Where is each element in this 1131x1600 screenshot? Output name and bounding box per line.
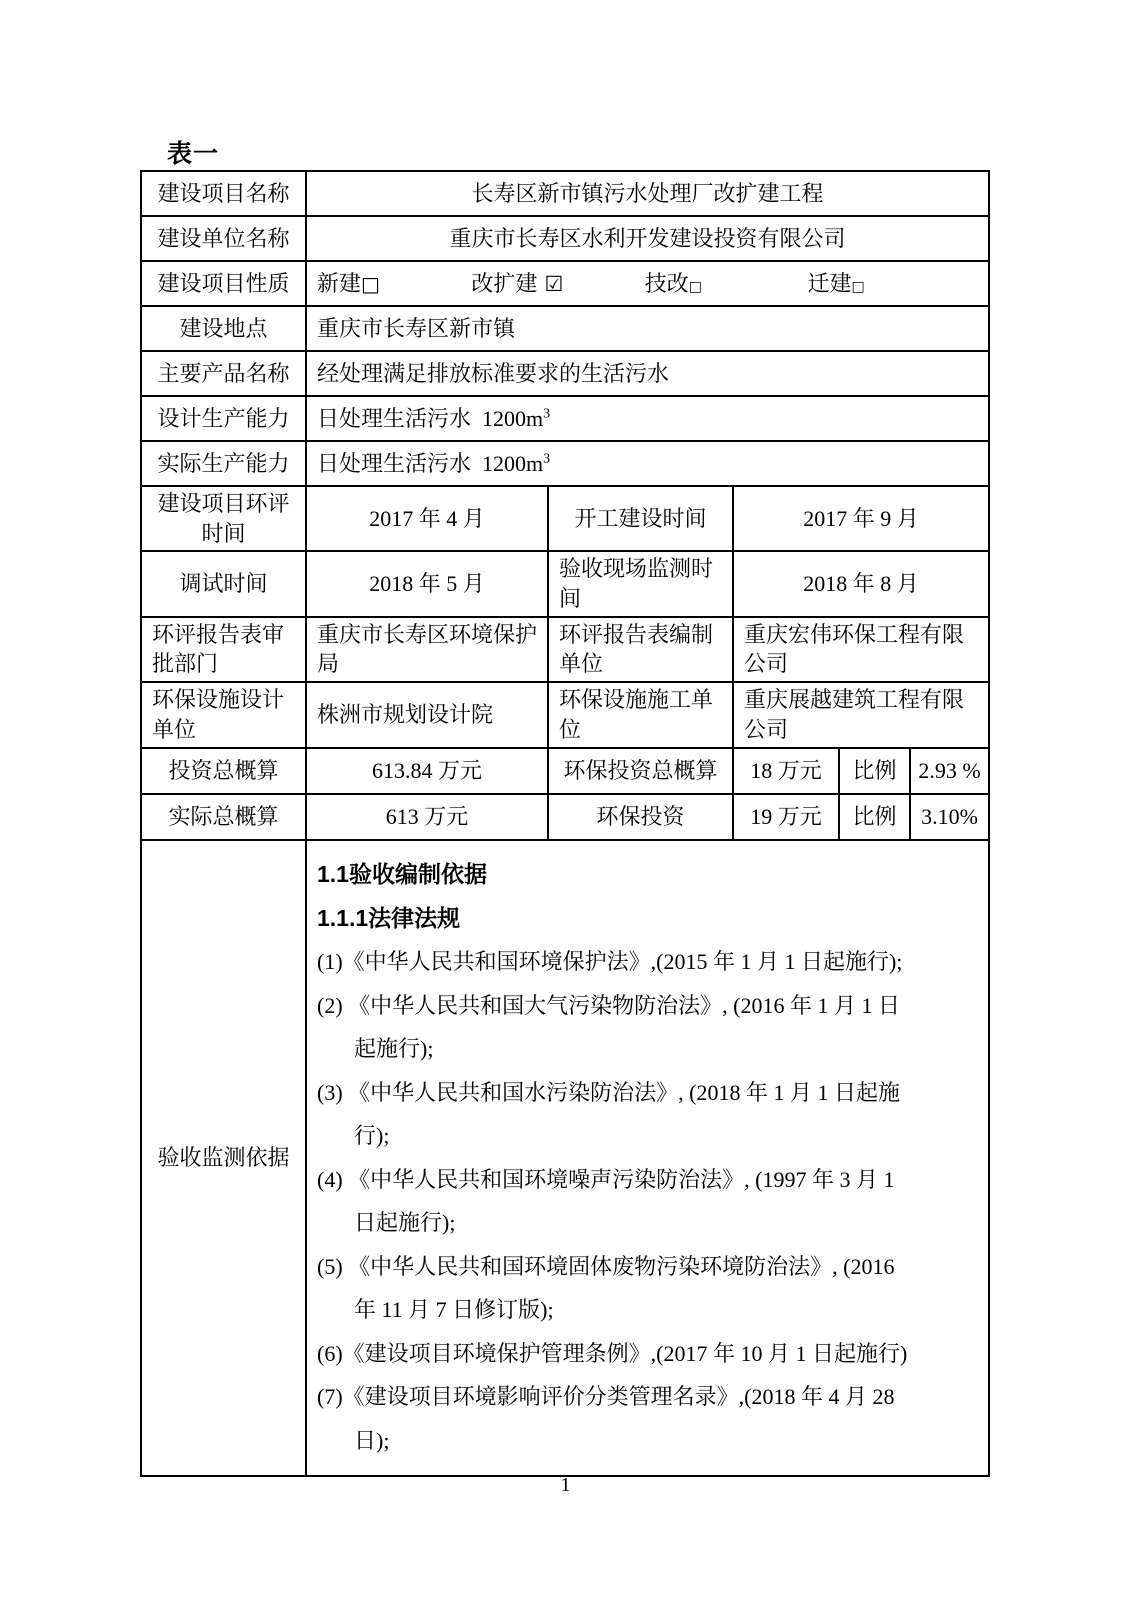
row-project-nature [141, 261, 989, 306]
project-nature-options [306, 261, 989, 306]
option-technical-label: 技改 [644, 270, 689, 296]
value-total-budget: 613.84 万元 [306, 748, 548, 794]
basis-heading-2: 1.1.1法律法规 [317, 904, 461, 931]
value-location: 重庆市长寿区新市镇 [306, 306, 989, 351]
label-location: 建设地点 [141, 306, 306, 351]
label-actual-capacity: 实际生产能力 [141, 441, 306, 486]
checkbox-option-technical [645, 271, 702, 296]
value-site-monitoring-time: 2018 年 8 月 [733, 551, 989, 616]
acceptance-basis-content [306, 840, 989, 1476]
value-eia-approval-dept: 重庆市长寿区环境保护局 [306, 617, 548, 682]
checkbox-checked-icon: ☑ [544, 271, 564, 296]
legal-item [317, 1332, 978, 1376]
value-env-design-unit: 株洲市规划设计院 [306, 682, 548, 747]
page-number: 1 [560, 1474, 571, 1496]
row-env-design [141, 682, 989, 747]
row-location [141, 306, 989, 351]
option-relocation-label: 迁建 [807, 270, 852, 296]
value-actual-capacity: 日处理生活污水 $1200m^3$ [306, 441, 989, 486]
legal-item [317, 984, 978, 1071]
value-eia-compiler: 重庆宏伟环保工程有限公司 [733, 617, 989, 682]
value-env-budget: 18 万元 [733, 748, 839, 794]
value-env-construction-unit: 重庆展越建筑工程有限公司 [733, 682, 989, 747]
checkbox-unchecked-icon: □ [688, 278, 703, 295]
label-acceptance-basis: 验收监测依据 [141, 840, 306, 1476]
label-env-investment: 环保投资 [548, 794, 733, 840]
checkbox-unchecked-icon: □ [361, 271, 380, 296]
label-builder-name: 建设单位名称 [141, 216, 306, 261]
legal-item-line: (6)《建设项目环境保护管理条例》,(2017 年 10 月 1 日起施行) [317, 1340, 908, 1366]
checkbox-option-new [317, 271, 380, 296]
value-ratio: 3.10% [910, 794, 989, 840]
legal-item-line: 行); [354, 1123, 390, 1148]
row-total-budget [141, 748, 989, 794]
option-expansion-label: 改扩建 [471, 270, 538, 296]
row-debug-time [141, 551, 989, 616]
legal-item [317, 1375, 978, 1462]
label-main-product: 主要产品名称 [141, 351, 306, 396]
label-actual-budget: 实际总概算 [141, 794, 306, 840]
label-design-capacity: 设计生产能力 [141, 396, 306, 441]
label-debug-time: 调试时间 [141, 551, 306, 616]
label-site-monitoring-time: 验收现场监测时间 [548, 551, 733, 616]
value-main-product: 经处理满足排放标准要求的生活污水 [306, 351, 989, 396]
legal-item-line: 日起施行); [354, 1210, 456, 1235]
checkbox-option-relocation [808, 271, 865, 296]
row-actual-budget [141, 794, 989, 840]
row-main-product [141, 351, 989, 396]
label-total-budget: 投资总概算 [141, 748, 306, 794]
legal-items [317, 940, 978, 1462]
label-env-construction-unit: 环保设施施工单位 [548, 682, 733, 747]
cubic-meter-superscript: 3 [543, 451, 551, 467]
value-env-investment: 19 万元 [733, 794, 839, 840]
label-env-budget: 环保投资总概算 [548, 748, 733, 794]
legal-item [317, 1071, 978, 1158]
label-project-name: 建设项目名称 [141, 171, 306, 216]
row-actual-capacity [141, 441, 989, 486]
label-ratio: 比例 [839, 748, 910, 794]
row-builder-name [141, 216, 989, 261]
option-new-label: 新建 [317, 270, 362, 296]
legal-item [317, 1245, 978, 1332]
label-eia-approval-dept: 环评报告表审批部门 [141, 617, 306, 682]
project-info-table [140, 170, 990, 1477]
legal-item-line: (5) 《中华人民共和国环境固体废物污染环境防治法》, (2016 [317, 1253, 895, 1279]
label-ratio: 比例 [839, 794, 910, 840]
legal-item-line: 日); [354, 1427, 390, 1453]
legal-item-line: 年 11 月 7 日修订版); [354, 1297, 554, 1322]
value-actual-budget: 613 万元 [306, 794, 548, 840]
value-builder-name: 重庆市长寿区水利开发建设投资有限公司 [306, 216, 989, 261]
row-acceptance-basis [141, 840, 989, 1476]
row-eia-approval [141, 617, 989, 682]
label-env-design-unit: 环保设施设计单位 [141, 682, 306, 747]
row-design-capacity [141, 396, 989, 441]
legal-item-line: 起施行); [354, 1036, 434, 1061]
basis-heading-1: 1.1验收编制依据 [317, 861, 487, 887]
value-construction-start: 2017 年 9 月 [733, 486, 989, 551]
legal-item-line: (7)《建设项目环境影响评价分类管理名录》,(2018 年 4 月 28 [317, 1384, 895, 1409]
label-eia-compiler: 环评报告表编制单位 [548, 617, 733, 682]
legal-item [317, 1158, 978, 1245]
table-caption: 表一 [167, 140, 220, 168]
value-design-capacity: 日处理生活污水 $1200m^3$ [306, 396, 989, 441]
label-project-nature: 建设项目性质 [141, 261, 306, 306]
label-eia-time: 建设项目环评时间 [141, 486, 306, 551]
legal-item-line: (3) 《中华人民共和国水污染防治法》, (2018 年 1 月 1 日起施 [317, 1079, 900, 1105]
value-project-name: 长寿区新市镇污水处理厂改扩建工程 [306, 171, 989, 216]
checkbox-option-expansion [471, 271, 563, 296]
legal-item-line: (1)《中华人民共和国环境保护法》,(2015 年 1 月 1 日起施行); [317, 949, 903, 974]
legal-item-line: (4) 《中华人民共和国环境噪声污染防治法》, (1997 年 3 月 1 [317, 1166, 895, 1192]
label-construction-start: 开工建设时间 [548, 486, 733, 551]
cubic-meter-superscript: 3 [543, 406, 551, 422]
legal-item [317, 940, 978, 984]
row-eia-time [141, 486, 989, 551]
legal-item-line: (2) 《中华人民共和国大气污染物防治法》, (2016 年 1 月 1 日 [317, 992, 900, 1018]
checkbox-unchecked-icon: □ [851, 278, 865, 295]
value-debug-time: 2018 年 5 月 [306, 551, 548, 616]
value-ratio: 2.93 % [910, 748, 989, 794]
row-project-name [141, 171, 989, 216]
value-eia-time: 2017 年 4 月 [306, 486, 548, 551]
